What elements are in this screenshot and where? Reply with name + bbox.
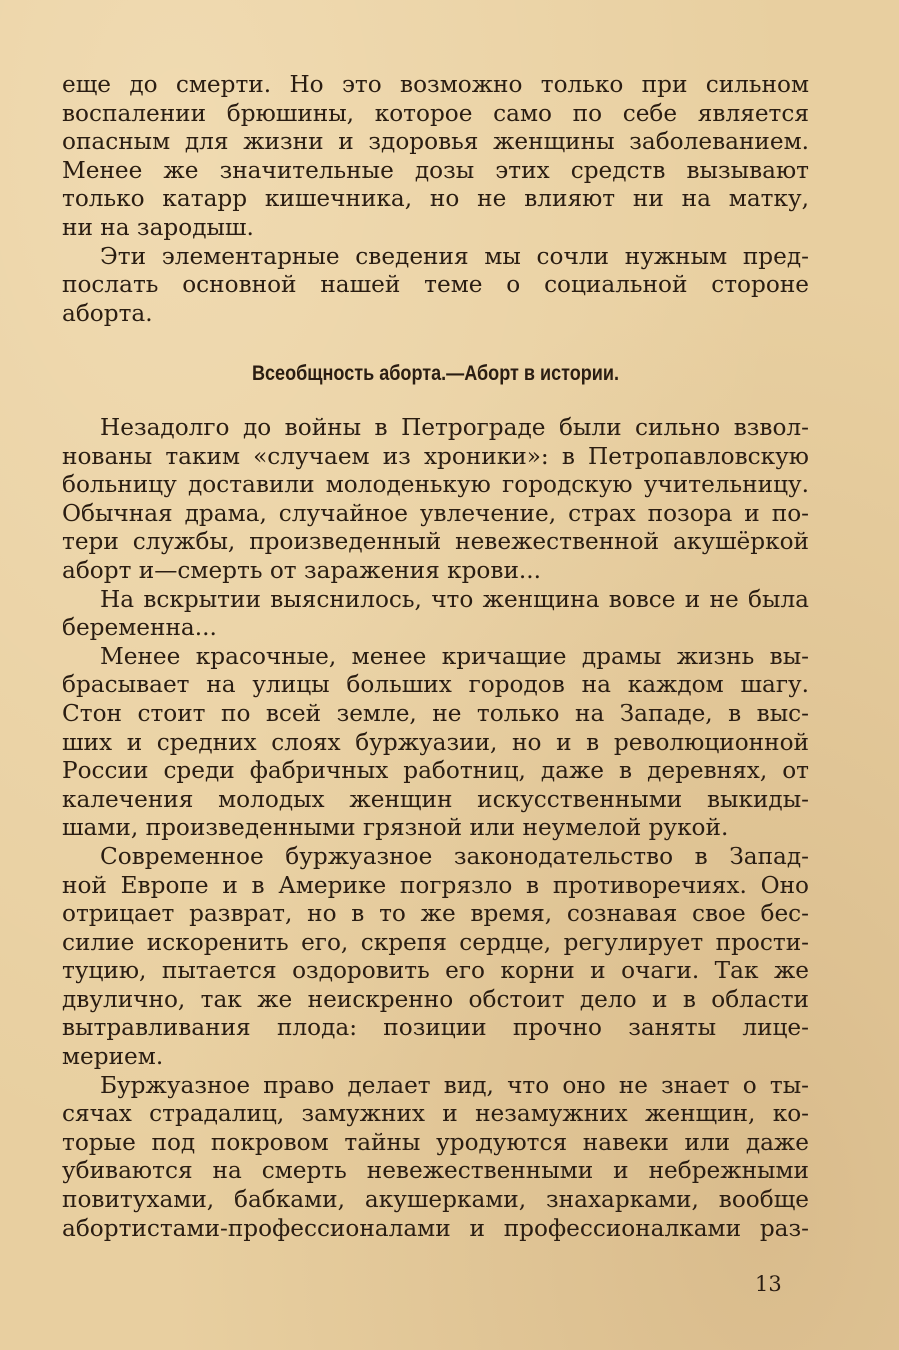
text-line: Менее же значительные дозы этих средств вызывают [62, 156, 809, 184]
text-line: послать основной нашей теме о социальной стороне [62, 271, 809, 299]
text-line: воспалении брюшины, которое само по себе является [62, 99, 809, 127]
text-line: нованы таким «случаем из хроники»: в Петропавловскую [62, 442, 809, 470]
text-line: Незадолго до войны в Петрограде были сильно взвол- [100, 414, 809, 441]
text-line: тери службы, произведенный невежественной акушёркой [62, 528, 809, 556]
text-line: абортистами-профессионалами и профессионалками раз- [62, 1214, 809, 1242]
text-block-intro [62, 71, 809, 328]
text-line: двулично, так же неискренно обстоит дело и в области [62, 985, 809, 1013]
text-line: ни на зародыш. [62, 213, 254, 241]
text-line: ной Европе и в Америке погрязло в противоречиях. Оно [62, 871, 809, 899]
text-line: убиваются на смерть невежественными и небрежными [62, 1157, 809, 1185]
text-line: мерием. [62, 1043, 164, 1071]
text-line: больницу доставили молоденькую городскую учительницу. [62, 471, 809, 499]
text-line: Обычная драма, случайное увлечение, страх позора и по- [62, 499, 809, 527]
text-line: Стон стоит по всей земле, не только на Западе, в выс- [62, 699, 809, 727]
text-line: калечения молодых женщин искусственными выкиды- [62, 785, 809, 813]
text-line: России среди фабричных работниц, даже в деревнях, от [62, 757, 809, 785]
text-line: повитухами, бабками, акушерками, знахарками, вообще [62, 1186, 809, 1214]
text-line: ших и средних слоях буржуазии, но и в революционной [62, 728, 809, 756]
text-line: только катарр кишечника, но не влияют ни на матку, [62, 185, 809, 213]
text-line: брасывает на улицы больших городов на каждом шагу. [62, 671, 809, 699]
text-line: вытравливания плода: позиции прочно заняты лице- [62, 1014, 809, 1042]
text-line: аборт и—смерть от заражения крови... [62, 556, 542, 584]
section-heading: Всеобщность аборта.—Аборт в истории. [251, 362, 620, 385]
text-block-main [62, 414, 809, 1243]
text-line: сячах страдалиц, замужних и незамужних женщин, ко- [62, 1100, 809, 1128]
text-line: аборта. [62, 299, 153, 327]
text-line: Менее красочные, менее кричащие драмы жизнь вы- [100, 642, 809, 670]
text-line: На вскрытии выяснилось, что женщина вовсе и не была [100, 585, 809, 613]
page-number: 13 [755, 1272, 782, 1296]
text-line: беременна... [62, 614, 217, 642]
text-line: Эти элементарные сведения мы сочли нужным пред- [100, 242, 809, 270]
text-line: Современное буржуазное законодательство в Запад- [100, 842, 809, 870]
text-line: торые под покровом тайны уродуются навеки или даже [62, 1128, 809, 1156]
text-line: туцию, пытается оздоровить его корни и очаги. Так же [62, 957, 809, 985]
text-line: отрицает разврат, но в то же время, сознавая свое бес- [62, 900, 809, 928]
text-line: опасным для жизни и здоровья женщины заболеванием. [62, 128, 809, 156]
text-line: силие искоренить его, скрепя сердце, регулирует прости- [62, 928, 809, 956]
text-line: шами, произведенными грязной или неумелой рукой. [62, 814, 729, 842]
text-line: Буржуазное право делает вид, что оно не знает о ты- [100, 1071, 809, 1099]
text-line: еще до смерти. Но это возможно только при сильном [62, 71, 809, 98]
